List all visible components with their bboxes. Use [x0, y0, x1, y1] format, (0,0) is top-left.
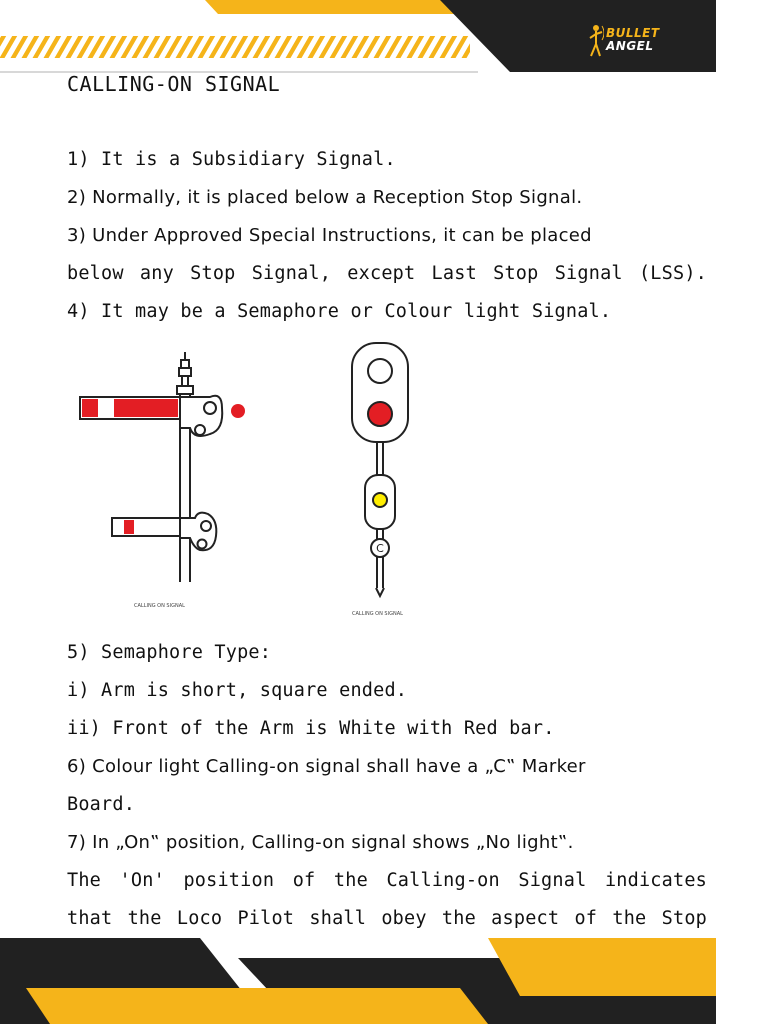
- point-3: 3) Under Approved Special Instructions, it can be placed: [67, 225, 592, 246]
- point-1: 1) It is a Subsidiary Signal.: [67, 149, 396, 170]
- colour-light-caption: CALLING ON SIGNAL: [352, 611, 403, 617]
- header-hazard-stripes: [0, 36, 470, 58]
- point-5-i: i) Arm is short, square ended.: [67, 680, 408, 701]
- stop-arm-red-2: [114, 399, 178, 417]
- calling-on-arm: [112, 518, 180, 536]
- logo-line-2: ANGEL: [606, 39, 654, 53]
- brand-logo: [588, 24, 688, 60]
- footer-band: [0, 938, 768, 1024]
- semaphore-caption: CALLING ON SIGNAL: [134, 603, 185, 609]
- point-5: 5) Semaphore Type:: [67, 642, 272, 663]
- footer-accent-left: [26, 988, 488, 1024]
- point-2: 2) Normally, it is placed below a Reception Stop Signal.: [67, 187, 583, 208]
- points-list-b: [67, 634, 707, 938]
- main-signal-head: [352, 343, 408, 442]
- footer-accent-right: [488, 938, 716, 996]
- point-6: 6) Colour light Calling-on signal shall have a „C‟ Marker: [67, 756, 586, 777]
- right-margin: [716, 0, 768, 1024]
- point-7-continued-2: that the Loco Pilot shall obey the aspect of the Stop: [67, 908, 707, 929]
- c-marker-letter: C: [376, 542, 384, 555]
- point-6-continued: Board.: [67, 794, 136, 815]
- point-7-continued-1: The 'On' position of the Calling-on Signal indicates: [67, 870, 707, 891]
- page-heading: CALLING-ON SIGNAL: [67, 72, 281, 96]
- point-4: 4) It may be a Semaphore or Colour light Signal.: [67, 301, 612, 322]
- archer-icon: [588, 24, 604, 58]
- colour-light-signal-figure: [340, 338, 420, 604]
- stop-arm-red-1: [82, 399, 98, 417]
- point-7: 7) In „On‟ position, Calling-on signal shows „No light‟.: [67, 832, 574, 853]
- point-3-continued: below any Stop Signal, except Last Stop Signal (LSS).: [67, 263, 707, 284]
- logo-line-1: BULLET: [606, 26, 660, 40]
- semaphore-signal-figure: [70, 348, 260, 616]
- point-5-ii: ii) Front of the Arm is White with Red bar.: [67, 718, 555, 739]
- stop-signal-lamp: [231, 404, 245, 418]
- calling-on-arm-red-bar: [124, 520, 134, 534]
- red-aspect-lamp: [368, 402, 392, 426]
- calling-on-yellow-lamp: [373, 493, 387, 507]
- points-list-a: [67, 141, 707, 331]
